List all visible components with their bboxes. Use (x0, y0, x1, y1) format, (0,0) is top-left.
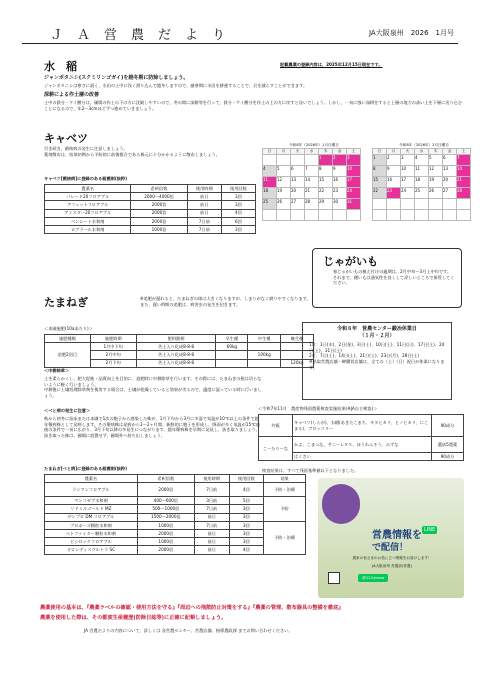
col-header: 農薬名 (45, 475, 138, 483)
calendar-day: 10 (401, 165, 415, 176)
calendar-day: 19 (429, 176, 443, 187)
calendar-day (373, 198, 387, 209)
issue-number: 1月号 (435, 29, 454, 37)
inspection-table (258, 414, 464, 461)
calendar-february (372, 143, 476, 221)
cell (216, 351, 248, 359)
cell: 7日前 (194, 521, 229, 529)
cell: 前日 (194, 513, 229, 521)
rice-sub1: ジャンボタニシ(スクミリンゴガイ)を越冬期に防除しましょう。 (44, 75, 189, 81)
calendar-day: 22 (319, 187, 333, 198)
cell: 4回 (221, 209, 255, 217)
calendar-day: 28 (457, 187, 471, 198)
col-header: 肥料銘柄 (136, 335, 216, 343)
rice-body1: ジャンボタニシは寒さに弱く、水田の土中に浅く潜り込んで越冬しますので、厳寒期に水田を耕運することで、貝を減らすことができます。 (44, 83, 308, 88)
weekday-header: 火 (291, 148, 305, 154)
calendar-day: 6 (291, 165, 305, 176)
calendar-day (373, 209, 387, 220)
cell: 3回 (229, 529, 264, 537)
cell: 4回 (229, 483, 264, 497)
calendar-day (305, 154, 319, 165)
cell: 予防 (264, 497, 306, 522)
calendar-day (387, 198, 401, 209)
cell: ピシロックフロアブル (45, 538, 138, 546)
cabbage-table (44, 184, 256, 234)
inspection-footer: 検査結果は、すべて残留基準値以下となりました。 (262, 468, 359, 473)
calendar-day: 7 (457, 154, 471, 165)
calendar-day: 11 (415, 165, 429, 176)
calendar-day: 2 (333, 154, 347, 165)
cell: ランマンフロアブル (45, 483, 138, 497)
table-row (45, 343, 314, 351)
cell: アフェットフロアブル (45, 201, 131, 209)
calendar-day: 1 (319, 154, 333, 165)
weekday-header: 火 (401, 148, 415, 154)
calendar-day (457, 209, 471, 220)
cell: キャベツ(しらが)、水稲(あきたこまち、キヌヒカリ、ヒノヒカリ、にこまる)、ブロッコリー (293, 415, 432, 437)
table-row (45, 483, 306, 497)
calendar-day: 24 (401, 187, 415, 198)
weekday-header: 土 (347, 148, 361, 154)
calendar-day: 19 (277, 187, 291, 198)
table-row (259, 437, 464, 453)
cell: オロンディスウルトラ SC (45, 546, 138, 554)
weekday-header: 日 (373, 148, 387, 154)
calendar-day (319, 209, 333, 220)
calendar-grid (372, 148, 471, 221)
cell: 60kg (216, 343, 248, 351)
col-header: 希釈倍数 (131, 185, 187, 193)
col-header: 農薬名 (45, 185, 131, 193)
cell: リドミルゴールド MZ (45, 505, 138, 513)
weekday-header: 木 (429, 148, 443, 154)
calendar-day: 4 (415, 154, 429, 165)
banner-title: 営農情報を (372, 530, 422, 541)
footer-line1: 農薬使用の基本は、『農薬ラベルの確認・使用方法を守る』『周辺への飛散防止対策をする』『農薬の管理、散布器具の整備を徹底』 (40, 605, 344, 611)
onion-mid-body: 土を柔らかくし、肥大促進・品質向上を目的に、追肥時に中耕除草を行います。その際には、たまねぎの根は切らないように軽く行いましょう。 中耕後に土壌処理除草剤を使用する場合は、土壌が乾燥していると効果が劣るので、適度に湿っている時に行いましょう。 (44, 376, 262, 399)
calendar-day: 25 (415, 187, 429, 198)
rice-body2: 土中の鉄分・ケイ酸分は、圃場の作土の下の方に沈殿しやすいので、冬の間に深耕等を行って、鉄分・ケイ酸分を作土の上の方に戻すと良いでしょう。しかし、一気に強い深耕をすると上層の地力の高い土を下層に送り込むことになるので、年2〜3cmほどずつ進めていきましょう。 (44, 100, 463, 111)
cell: 予防・治療 (264, 521, 306, 554)
col-header: 希釈倍数 (137, 475, 194, 483)
weekday-header: 日 (263, 148, 277, 154)
potato-body: 春じゃがいもの植え付けの適期は、2月中旬〜3月上中旬です。 それまで、種いもは通気性を良くして涼しいところで保管してください。 (333, 269, 455, 286)
col-header: 晩生種 (281, 335, 314, 343)
cell: 1000倍 (137, 538, 194, 546)
onion-disease-title: ＜べと病の発生に注意＞ (44, 408, 91, 413)
calendar-day (263, 154, 277, 165)
col-header: 施肥時期 (90, 335, 136, 343)
calendar-january (262, 143, 366, 221)
cell: 7日前 (187, 225, 221, 233)
calendar-day: 26 (429, 187, 443, 198)
cell: ベトファイター顆粒水和剤 (45, 529, 138, 537)
calendar-day: 24 (347, 187, 361, 198)
col-header: 使用回数 (229, 475, 264, 483)
onion-note: ※追肥が遅れると、たまねぎの球は大きくなりますが、しまりがなく腐りやすくなります。また、遅い時期の追肥は、病害虫の発生を招きます。 (140, 296, 311, 307)
banner-suffix: で配信！ (372, 543, 409, 553)
calendar-day: 4 (263, 165, 277, 176)
calendar-day (429, 198, 443, 209)
cell: 2000倍 (131, 201, 187, 209)
footer-line2: 農薬を使用した際は、その都度生産履歴(防除日誌等)に正確に記帳しましょう。 (40, 615, 227, 621)
cell: ザンプロ DM フロアブル (45, 513, 138, 521)
center-subtitle: （１月・２月） (359, 333, 395, 339)
cell: 2000倍 (137, 546, 194, 554)
cell: 500〜1000倍 (137, 505, 194, 513)
table-row (45, 497, 306, 505)
calendar-day: 29 (319, 198, 333, 209)
calendar-day (347, 209, 361, 220)
center-holiday-box (302, 322, 452, 400)
onion-table2-title: たまねぎ[べと病]に登録のある殺菌剤(抜粋) (44, 466, 128, 471)
calendar-day (291, 209, 305, 220)
calendar-day: 18 (415, 176, 429, 187)
cell: 前日 (187, 193, 221, 201)
table-header-row (45, 185, 256, 193)
potato-box (312, 248, 462, 308)
cell: 7日前 (187, 217, 221, 225)
cell: ロブラール水和剤 (45, 225, 131, 233)
calendar-day: 10 (347, 165, 361, 176)
cabbage-table-title: キャベツ[菌核病]に登録のある殺菌剤(抜粋) (44, 176, 128, 181)
calendar-day: 9 (387, 165, 401, 176)
weekday-header: 月 (277, 148, 291, 154)
calendar-day (415, 209, 429, 220)
calendar-day: 16 (387, 176, 401, 187)
calendar-day: 12 (429, 165, 443, 176)
col-header: 施肥種類 (45, 335, 91, 343)
calendar-day: 17 (347, 176, 361, 187)
cell (248, 343, 281, 351)
calendar-day (263, 209, 277, 220)
calendar-day (415, 198, 429, 209)
calendar-day: 13 (291, 176, 305, 187)
onion-fungicide-table (44, 474, 306, 555)
col-header: 使用時期 (194, 475, 229, 483)
weekday-header: 金 (443, 148, 457, 154)
calendar-title: 令和8年（2026年）1月日曜日 (289, 143, 339, 147)
cell: 苦土入り化成8-8-8 (136, 343, 216, 351)
calendar-day: 7 (305, 165, 319, 176)
calendar-day: 18 (263, 187, 277, 198)
cell: 3回 (229, 505, 264, 513)
calendar-day (291, 154, 305, 165)
cell: ペンコゼブ水和剤 (45, 497, 138, 505)
calendar-day: 21 (305, 187, 319, 198)
calendar-day: 22 (373, 187, 387, 198)
table-row (45, 201, 256, 209)
calendar-day: 2 (387, 154, 401, 165)
weekday-header: 水 (415, 148, 429, 154)
page-header (22, 22, 458, 44)
weekday-header: 金 (333, 148, 347, 154)
cell: 3回 (229, 538, 264, 546)
col-header: 効果 (264, 475, 306, 483)
calendar-day: 17 (401, 176, 415, 187)
cell: 2000倍 (137, 483, 194, 497)
cell: 100kg (248, 351, 281, 359)
cell: 3回 (221, 201, 255, 209)
calendar-day: 15 (319, 176, 333, 187)
cell: 前日 (194, 529, 229, 537)
cell: 3回 (229, 513, 264, 521)
cell: 1000倍 (137, 521, 194, 529)
mascot-icon (322, 484, 360, 524)
potato-title: じゃがいも (323, 255, 378, 268)
line-badge: LINE (424, 527, 436, 533)
calendar-day: 12 (277, 176, 291, 187)
calendar-day: 8 (373, 165, 387, 176)
cell: 前日 (187, 209, 221, 217)
cell: プロポーズ顆粒水和剤 (45, 521, 138, 529)
calendar-day: 31 (347, 198, 361, 209)
cell (216, 359, 248, 367)
cell: ベンレート水和剤 (45, 217, 131, 225)
calendar-day: 27 (443, 187, 457, 198)
calendar-day: 20 (291, 187, 305, 198)
calendar-day (277, 209, 291, 220)
cell: 1000倍 (131, 225, 187, 233)
cell: 3回 (221, 193, 255, 201)
cell: 選抜5農薬 (432, 437, 464, 453)
table-row (259, 415, 464, 437)
cabbage-body: 引き続き、菌核病の発生に注意しましょう。 薬剤散布は、結球初期から予防的に前後都合である株元に十分かかるように散布しましょう。 (44, 146, 220, 157)
cell: 苦土入り化成8-8-8 (136, 351, 216, 359)
page-title: ＪＡ営農だより (50, 28, 240, 43)
calendar-day: 27 (291, 198, 305, 209)
cell: 予防・治療 (264, 483, 306, 497)
cell: 7日前 (194, 505, 229, 513)
table-row (45, 225, 256, 233)
calendar-day (443, 198, 457, 209)
onion-title: たまねぎ (44, 296, 88, 309)
cell: 400〜600倍 (137, 497, 194, 505)
inspection-title: ＜令和7年11月 農産物残留農薬検査実施結果(※JA自主検査)＞ (258, 406, 378, 411)
cell: パレード20フロアブル (45, 193, 131, 201)
banner-desc: 農家の皆さまのお役に立つ情報をお届けします！ (352, 556, 432, 560)
cell: かぶ、こまつな、サニーレタス、ほうれんそう、みずな (293, 437, 432, 453)
calendar-day (401, 209, 415, 220)
calendar-day: 1 (373, 154, 387, 165)
calendar-day (401, 198, 415, 209)
cell: 苦土入り化成8-8-8 (136, 359, 216, 367)
qr-code-icon (328, 572, 340, 584)
onion-table-title: ＜本圃施肥(10aあたり)＞ (44, 326, 93, 331)
onion-fertilizer-table (44, 334, 314, 368)
calendar-day: 5 (277, 165, 291, 176)
cabbage-title: キャベツ (44, 132, 88, 145)
calendar-day: 11 (263, 176, 277, 187)
weekday-header: 土 (457, 148, 471, 154)
cell: 3日前 (194, 497, 229, 505)
table-row (45, 209, 256, 217)
cell: こーたりーな (259, 437, 293, 461)
calendar-day: 5 (429, 154, 443, 165)
cell (248, 359, 281, 367)
calendar-day: 8 (319, 165, 333, 176)
cell: はくさい (293, 453, 432, 461)
calendar-day: 28 (305, 198, 319, 209)
calendar-day (443, 209, 457, 220)
rice-sub2: 深耕による作土層の改善 (44, 92, 100, 98)
calendar-day: 9 (333, 165, 347, 176)
calendar-day (387, 209, 401, 220)
onion-disease-body: 秋から初冬に苗床または本圃で1次の胞子から感染した株が、1月下旬から3月に多湿で気温が10℃以上の条件で越年罹病株として発病します。その罹病株は発病から1〜2ヶ月間、新鮮的に胞子を形成し、降雨が多く気温が15℃前後の条件で一気に広がり、3月下旬以降の多発生につながります。越年罹病株を早期に発見し、抜き取りましょう。抜き取った株は、圃場に放置せず、圃場外へ持ち出しましょう。 (44, 416, 261, 439)
cell: 共販 (259, 415, 293, 437)
footer-contact: JA 営農だよりの内容について、詳しくは 各営農センター、営農店舗、指導農政課 までお問い合わせください。 (84, 628, 293, 633)
center-title: 令和８年 営農センター鍛冶休業日 (337, 326, 417, 332)
calendar-day: 30 (333, 198, 347, 209)
cell: 2月中旬 (90, 351, 136, 359)
cell: 7日前 (194, 483, 229, 497)
weekday-header: 木 (319, 148, 333, 154)
calendar-grid (262, 148, 361, 221)
weekday-header: 月 (387, 148, 401, 154)
cell: 2000倍 (131, 217, 187, 225)
cell: 1500〜2000倍 (137, 513, 194, 521)
col-header: 早生種 (216, 335, 248, 343)
calendar-day: 14 (305, 176, 319, 187)
cell: 前日 (194, 546, 229, 554)
center-body: 1月：1日(木)、2日(金)、3日(土)、10日(土)、11日(日)、17日(土)、24日(土)、31日(土) 2月：7日(土)、14日(土)、21日(土)、23日(月)、28日(土) ※県取営農店舗・岬購買店舗は、全ての（土）（日）祝日が休業になります。 (309, 342, 445, 370)
weekday-header: 水 (305, 148, 319, 154)
calendar-day: 25 (263, 198, 277, 209)
calendar-day: 26 (277, 198, 291, 209)
table-row (45, 217, 256, 225)
calendar-day: 20 (443, 176, 457, 187)
calendar-day: 13 (443, 165, 457, 176)
banner-account: JA大阪泉州 営農部(営農) (372, 564, 412, 568)
cell: 2月下旬 (90, 359, 136, 367)
table-header-row (45, 335, 314, 343)
cell: 1月中下旬 (90, 343, 136, 351)
cell: 90成分 (432, 453, 464, 461)
calendar-day: 23 (387, 187, 401, 198)
calendar-day: 3 (347, 154, 361, 165)
col-header: 使用時期 (187, 185, 221, 193)
table-header-row (45, 475, 306, 483)
col-header: 中生種 (248, 335, 281, 343)
cell: 2000倍 (137, 529, 194, 537)
cell: 5回 (229, 497, 264, 505)
org-name: JA大阪泉州 (368, 29, 404, 37)
cell: 6回 (221, 217, 255, 225)
calendar-day (333, 209, 347, 220)
calendar-day: 14 (457, 165, 471, 176)
calendar-day (277, 154, 291, 165)
line-id-button[interactable]: @122ytnea (358, 574, 388, 582)
cell: 前日 (194, 538, 229, 546)
calendar-title: 令和8年（2026年）2月日曜日 (399, 143, 449, 147)
registration-notice: 記載農薬の登録内容は、2025年12月15日現在です。 (280, 62, 383, 67)
cell: 2000〜4000倍 (131, 193, 187, 201)
calendar-day (429, 209, 443, 220)
issue-info (369, 28, 454, 38)
onion-mid-title: ＜中耕除草＞ (44, 368, 70, 373)
cell: 前日 (187, 201, 221, 209)
cell: 2000倍 (131, 209, 187, 217)
calendar-day (305, 209, 319, 220)
col-header: 使用回数 (221, 185, 255, 193)
calendar-day: 21 (457, 176, 471, 187)
line-banner[interactable] (318, 478, 464, 598)
calendar-day: 3 (401, 154, 415, 165)
calendar-day: 23 (333, 187, 347, 198)
cell: 3回 (229, 521, 264, 529)
calendar-day: 15 (373, 176, 387, 187)
table-row (45, 193, 256, 201)
issue-year: 2026 (410, 29, 429, 37)
cell: 3回 (221, 225, 255, 233)
cell: 120kg (281, 359, 314, 367)
cell: 追肥2回目 (45, 343, 91, 368)
calendar-day: 6 (443, 154, 457, 165)
table-row (45, 521, 306, 529)
calendar-day: 16 (333, 176, 347, 187)
cell: アミスター20フロアブル (45, 209, 131, 217)
calendar-day (457, 198, 471, 209)
cell: 90成分 (432, 415, 464, 437)
cell: 4回 (229, 546, 264, 554)
rice-title: 水 稲 (44, 60, 77, 73)
